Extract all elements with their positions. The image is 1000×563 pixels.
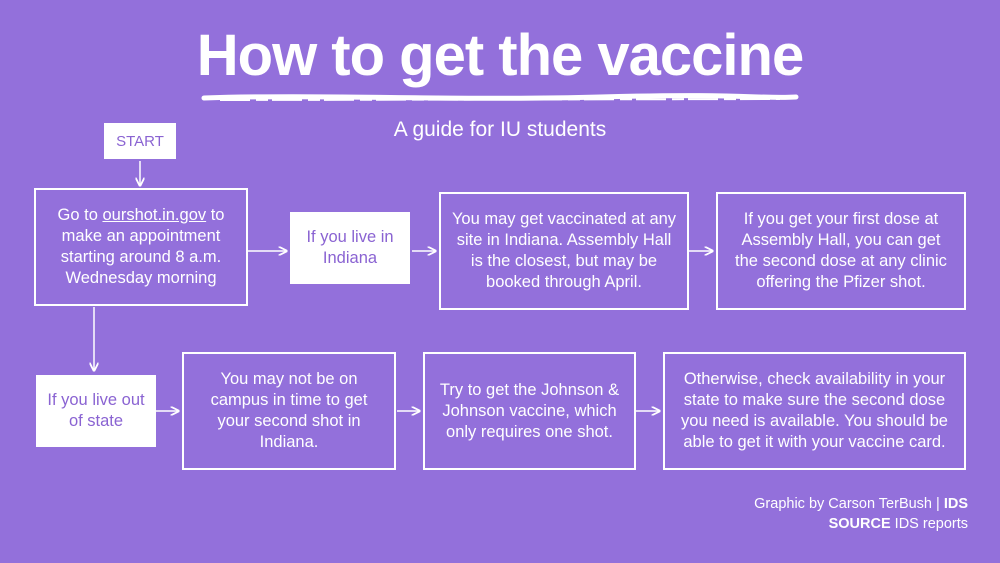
credits xyxy=(754,494,968,534)
not-on-campus-node xyxy=(182,352,396,470)
otherwise-node xyxy=(663,352,966,470)
any-site-text: You may get vaccinated at any site in Indiana. Assembly Hall is the closest, but may be booked through April. xyxy=(451,210,677,291)
subtitle: A guide for IU students xyxy=(393,118,607,141)
source-credit xyxy=(754,514,968,534)
ourshot-link[interactable]: ourshot.in.gov xyxy=(102,206,207,224)
out-of-state-node xyxy=(36,375,156,447)
johnson-node xyxy=(423,352,636,470)
live-in-indiana-node xyxy=(290,212,410,284)
page-title: How to get the vaccine xyxy=(196,23,804,88)
assembly-hall-text: If you get your first dose at Assembly Hall, you can get the second dose at any clinic offering the Pfizer shot. xyxy=(735,210,947,291)
graphic-credit-org: IDS xyxy=(943,496,968,512)
graphic-credit-text: Graphic by Carson TerBush | xyxy=(754,496,944,512)
start-label: START xyxy=(116,132,164,150)
ourshot-prefix: Go to xyxy=(57,206,103,224)
start-node xyxy=(104,123,176,159)
not-on-campus-text: You may not be on campus in time to get your second shot in Indiana. xyxy=(210,370,368,451)
assembly-hall-node xyxy=(716,192,966,310)
ourshot-text xyxy=(46,205,236,289)
johnson-text: Try to get the Johnson & Johnson vaccine, which only requires one shot. xyxy=(439,380,620,441)
out-of-state-text: If you live out of state xyxy=(47,391,145,430)
otherwise-text: Otherwise, check availability in your state to make sure the second dose you need is available. You should be able to get it with your vaccine card. xyxy=(681,370,948,451)
any-site-node xyxy=(439,192,689,310)
ourshot-suffix: to make an appointment starting around 8 a.m. Wednesday morning xyxy=(60,206,225,287)
ourshot-node xyxy=(34,188,248,306)
graphic-credit xyxy=(754,494,968,514)
source-text: IDS reports xyxy=(890,516,968,532)
source-label: SOURCE xyxy=(828,516,891,532)
live-in-indiana-text: If you live in Indiana xyxy=(306,228,394,267)
